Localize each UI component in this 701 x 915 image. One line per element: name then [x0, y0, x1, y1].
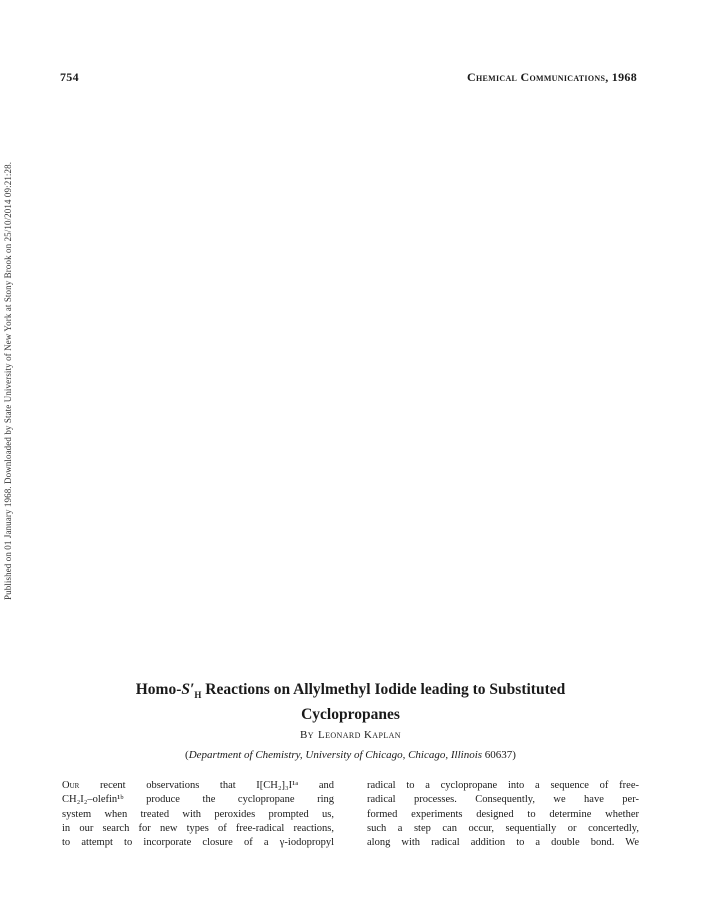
journal-running-head: Chemical Communications, 1968 [467, 70, 637, 84]
author-name: Leonard Kaplan [317, 729, 401, 741]
author-byline [60, 729, 641, 741]
body-line: system when treated with peroxides prompted us, [62, 808, 334, 820]
body-line: radical processes. Consequently, we have per- [367, 794, 639, 806]
byline-by: By [300, 729, 314, 741]
body-column-left [62, 779, 334, 850]
article-title [60, 680, 641, 724]
body-line: formed experiments designed to determine whether [367, 808, 639, 820]
author-affiliation: (Department of Chemistry, University of Chicago, Chicago, Illinois 60637) [185, 749, 516, 761]
body-line: such a step can occur, sequentially or concertedly, [367, 822, 639, 834]
body-line: radical to a cyclopropane into a sequence of free- [367, 780, 639, 791]
body-line: in our search for new types of free-radical reactions, [62, 822, 334, 834]
body-line: Our recent observations that I[CH₂]₃I¹ᵃ and [62, 780, 334, 791]
body-line: CH₂I₂–olefin¹ᵇ produce the cyclopropane ring [62, 794, 334, 806]
title-line-1: Homo-$S'_H$ Reactions on Allylmethyl Iodide leading to Substituted [135, 681, 566, 701]
body-column-right [367, 779, 639, 850]
title-line-2: Cyclopropanes [301, 706, 400, 724]
download-watermark: Published on 01 January 1968. Downloaded by State University of New York at Stony Brook on 25/10/2014 09:21:28. [3, 161, 13, 600]
body-line: along with radical addition to a double bond. We [367, 837, 639, 849]
body-line: to attempt to incorporate closure of a γ-iodopropyl [62, 837, 334, 849]
page-number: 754 [60, 70, 79, 84]
